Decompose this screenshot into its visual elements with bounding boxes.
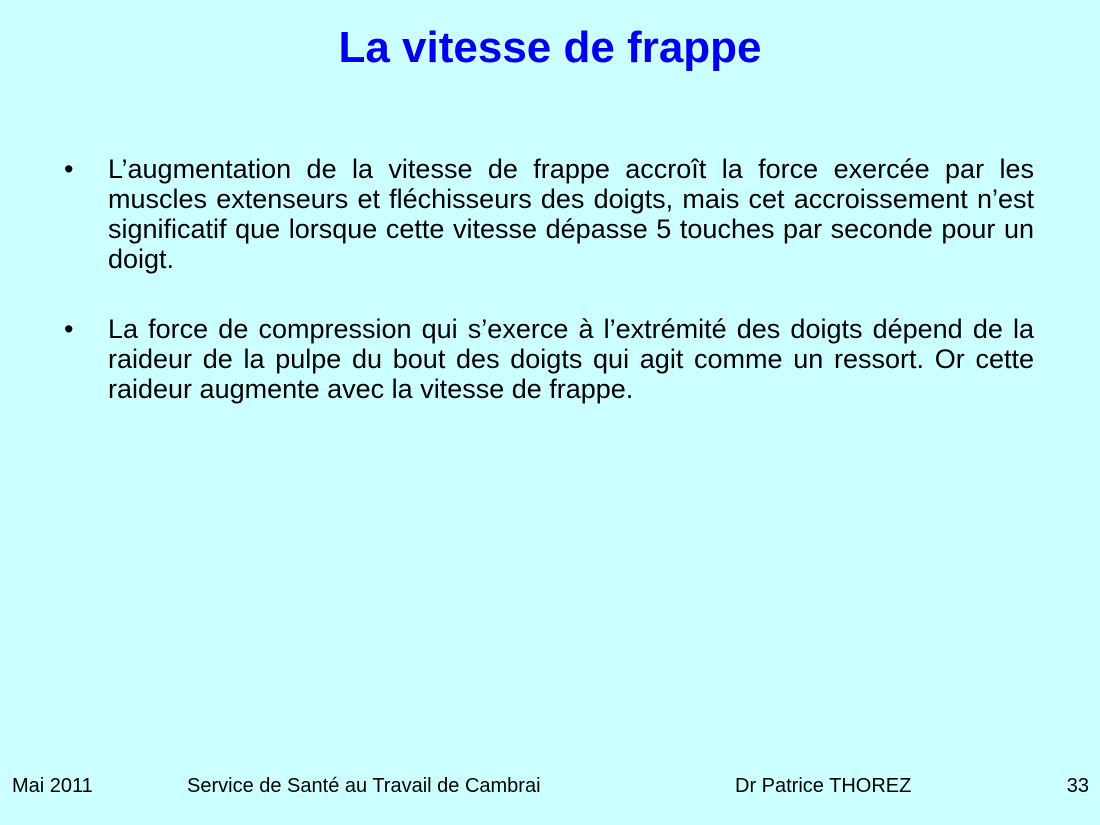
page-number: 33 [1066, 775, 1089, 797]
footer-service: Service de Santé au Travail de Cambrai [187, 775, 541, 797]
footer-date: Mai 2011 [12, 775, 93, 797]
footer-author: Dr Patrice THOREZ [735, 775, 912, 797]
bullet-list [64, 154, 1034, 444]
bullet-text: L’augmentation de la vitesse de frappe accroît la force exercée par les muscles extenseurs et fléchisseurs des doigts, mais cet accroissement n’est significatif que lorsque cette vitesse dépasse 5 touches par seconde pour un doigt. [108, 154, 1034, 274]
bullet-item [64, 314, 1034, 404]
slide-title: La vitesse de frappe [338, 23, 762, 72]
bullet-text: La force de compression qui s’exerce à l’extrémité des doigts dépend de la raideur de la pulpe du bout des doigts qui agit comme un ressort. Or cette raideur augmente avec la vitesse de frappe. [108, 314, 1034, 404]
bullet-dot-icon: • [64, 314, 74, 344]
bullet-dot-icon: • [64, 154, 74, 184]
bullet-item [64, 154, 1034, 274]
